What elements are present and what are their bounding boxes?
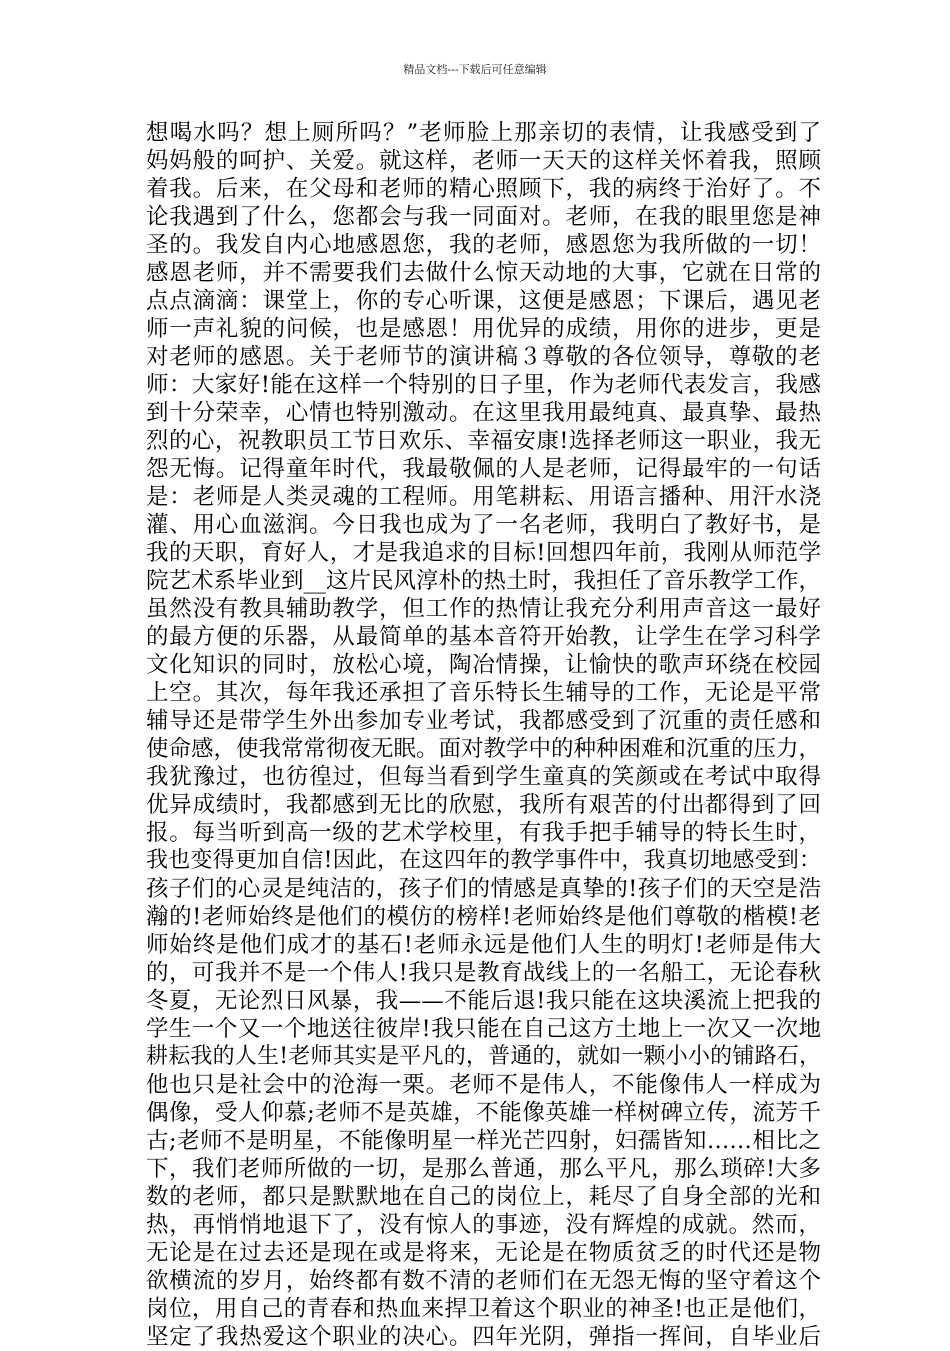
text-line: 我的天职，育好人，才是我追求的目标!回想四年前，我刚从师范学 bbox=[146, 540, 821, 566]
text-line: 感恩老师，并不需要我们去做什么惊天动地的大事，它就在日常的 bbox=[146, 260, 821, 286]
text-line: 虽然没有教具辅助教学，但工作的热情让我充分利用声音这一最好 bbox=[146, 596, 821, 622]
text-line: 优异成绩时，我都感到无比的欣慰，我所有艰苦的付出都得到了回 bbox=[146, 792, 821, 818]
text-line: 古;老师不是明星，不能像明星一样光芒四射，妇孺皆知……相比之 bbox=[146, 1128, 821, 1154]
page-header: 精品文档---下载后可任意编辑 bbox=[403, 63, 547, 76]
text-line: 到十分荣幸，心情也特别激动。在这里我用最纯真、最真挚、最热 bbox=[146, 400, 821, 426]
text-line: 岗位，用自己的青春和热血来捍卫着这个职业的神圣!也正是他们， bbox=[146, 1296, 821, 1322]
text-line: 学生一个又一个地送往彼岸!我只能在自己这方土地上一次又一次地 bbox=[146, 1016, 821, 1042]
text-line: 怨无悔。记得童年时代，我最敬佩的人是老师，记得最牢的一句话 bbox=[146, 456, 821, 482]
text-line: 上空。其次，每年我还承担了音乐特长生辅导的工作，无论是平常 bbox=[146, 680, 821, 706]
text-line: 冬夏，无论烈日风暴，我——不能后退!我只能在这块溪流上把我的 bbox=[146, 988, 821, 1014]
text-line: 下，我们老师所做的一切，是那么普通，那么平凡，那么琐碎!大多 bbox=[146, 1156, 821, 1182]
text-line: 辅导还是带学生外出参加专业考试，我都感受到了沉重的责任感和 bbox=[146, 708, 821, 734]
text-line: 师一声礼貌的问候，也是感恩！用优异的成绩，用你的进步，更是 bbox=[146, 316, 821, 342]
text-line: 烈的心，祝教职员工节日欢乐、幸福安康!选择老师这一职业，我无 bbox=[146, 428, 821, 454]
text-line: 欲横流的岁月，始终都有数不清的老师们在无怨无悔的坚守着这个 bbox=[146, 1268, 821, 1294]
text-line: 的，可我并不是一个伟人!我只是教育战线上的一名船工，无论春秋 bbox=[146, 960, 821, 986]
text-line: 孩子们的心灵是纯洁的，孩子们的情感是真挚的!孩子们的天空是浩 bbox=[146, 876, 821, 902]
text-line: 论我遇到了什么，您都会与我一同面对。老师，在我的眼里您是神 bbox=[146, 204, 821, 230]
text-line: 报。每当听到高一级的艺术学校里，有我手把手辅导的特长生时， bbox=[146, 820, 821, 846]
text-line: 灌、用心血滋润。今日我也成为了一名老师，我明白了教好书，是 bbox=[146, 512, 821, 538]
text-line: 我也变得更加自信!因此，在这四年的教学事件中，我真切地感受到： bbox=[146, 848, 821, 873]
text-line: 偶像，受人仰慕;老师不是英雄，不能像英雄一样树碑立传，流芳千 bbox=[146, 1100, 821, 1126]
text-line: 坚定了我热爱这个职业的决心。四年光阴，弹指一挥间，自毕业后 bbox=[146, 1324, 821, 1350]
text-line: 师：大家好!能在这样一个特别的日子里，作为老师代表发言，我感 bbox=[146, 372, 821, 398]
text-line: 数的老师，都只是默默地在自己的岗位上，耗尽了自身全部的光和 bbox=[146, 1184, 821, 1210]
text-line: 着我。后来，在父母和老师的精心照顾下，我的病终于治好了。不 bbox=[146, 176, 821, 202]
text-line: 瀚的!老师始终是他们的模仿的榜样!老师始终是他们尊敬的楷模!老 bbox=[146, 904, 821, 930]
text-line: 他也只是社会中的沧海一栗。老师不是伟人，不能像伟人一样成为 bbox=[146, 1072, 821, 1098]
text-line: 热，再悄悄地退下了，没有惊人的事迹，没有辉煌的成就。然而， bbox=[146, 1212, 821, 1238]
text-line: 妈妈般的呵护、关爱。就这样，老师一天天的这样关怀着我，照顾 bbox=[146, 148, 821, 174]
text-line: 文化知识的同时，放松心境，陶冶情操，让愉快的歌声环绕在校园 bbox=[146, 652, 821, 678]
text-line: 师始终是他们成才的基石!老师永远是他们人生的明灯!老师是伟大 bbox=[146, 932, 821, 958]
text-line: 的最方便的乐器，从最简单的基本音符开始教，让学生在学习科学 bbox=[146, 624, 821, 650]
text-line: 是：老师是人类灵魂的工程师。用笔耕耘、用语言播种、用汗水浇 bbox=[146, 484, 821, 510]
text-line: 使命感，使我常常彻夜无眠。面对教学中的种种困难和沉重的压力， bbox=[146, 736, 821, 762]
text-line: 对老师的感恩。关于老师节的演讲稿３尊敬的各位领导，尊敬的老 bbox=[146, 344, 821, 370]
body-text bbox=[146, 119, 821, 1351]
text-line: 耕耘我的人生!老师其实是平凡的，普通的，就如一颗小小的铺路石， bbox=[146, 1044, 821, 1069]
text-line: 圣的。我发自内心地感恩您，我的老师，感恩您为我所做的一切！ bbox=[146, 232, 821, 258]
text-line: 无论是在过去还是现在或是将来，无论是在物质贫乏的时代还是物 bbox=[146, 1240, 821, 1266]
text-line: 想喝水吗？想上厕所吗？”老师脸上那亲切的表情，让我感受到了 bbox=[146, 120, 821, 146]
text-line: 点点滴滴：课堂上，你的专心听课，这便是感恩；下课后，遇见老 bbox=[146, 288, 821, 314]
text-line: 院艺术系毕业到__这片民风淳朴的热土时，我担任了音乐教学工作， bbox=[146, 568, 821, 594]
text-line: 我犹豫过，也彷徨过，但每当看到学生童真的笑颜或在考试中取得 bbox=[146, 764, 821, 790]
